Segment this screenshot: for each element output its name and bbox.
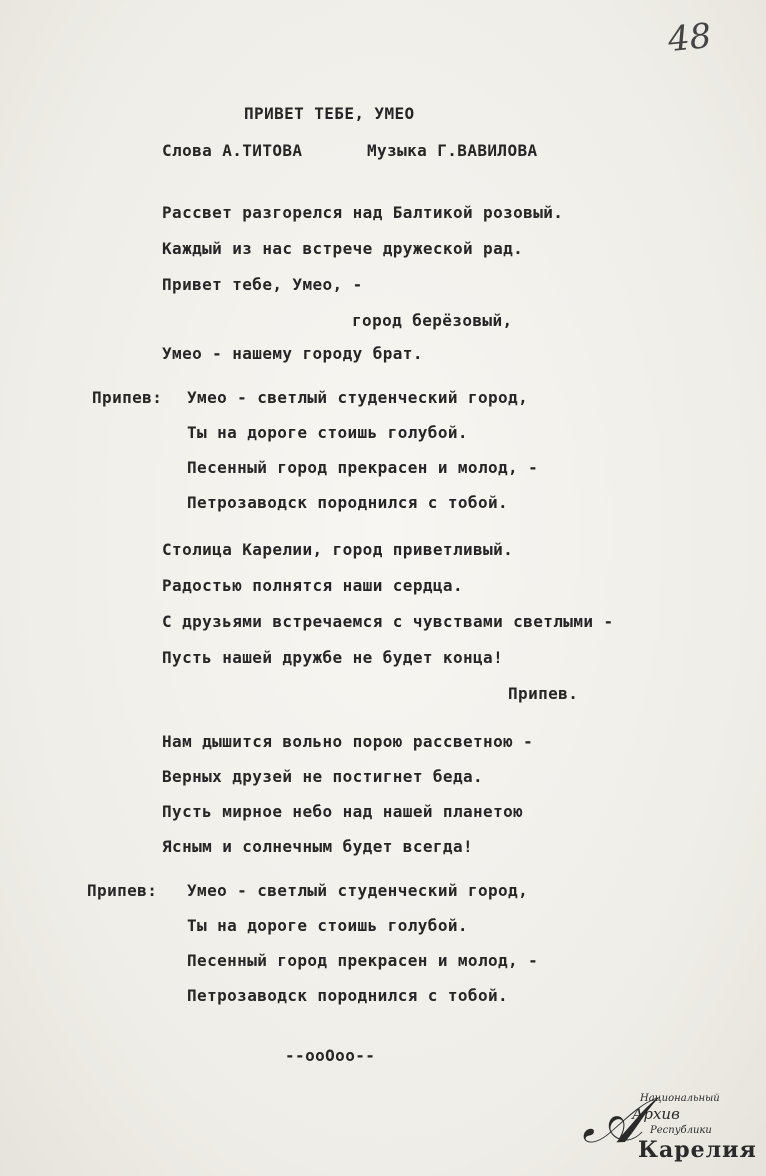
verse-line: город берёзовый, bbox=[352, 311, 513, 330]
verse-line: Умео - нашему городу брат. bbox=[162, 344, 423, 363]
verse-line: Верных друзей не постигнет беда. bbox=[162, 767, 484, 786]
chorus-label: Припев: bbox=[92, 388, 163, 407]
chorus-line: Петрозаводск породнился с тобой. bbox=[187, 493, 509, 512]
page-number: 48 bbox=[666, 15, 714, 61]
archive-logo bbox=[580, 1084, 757, 1167]
verse-line: С друзьями встречаемся с чувствами светлыми - bbox=[162, 612, 614, 631]
verse-line: Пусть нашей дружбе не будет конца! bbox=[162, 648, 504, 667]
chorus-line: Песенный город прекрасен и молод, - bbox=[187, 458, 539, 477]
verse-line: Ясным и солнечным будет всегда! bbox=[162, 837, 474, 856]
ending-mark: --ooOoo-- bbox=[285, 1046, 376, 1065]
archive-logo-letter-a: 𝒜 bbox=[582, 1084, 643, 1158]
chorus-label: Припев: bbox=[87, 881, 158, 900]
verse-line: Нам дышится вольно порою рассветною - bbox=[162, 732, 534, 751]
song-title: ПРИВЕТ ТЕБЕ, УМЕО bbox=[244, 104, 415, 123]
verse-line: Рассвет разгорелся над Балтикой розовый. bbox=[162, 203, 564, 222]
chorus-line: Ты на дороге стоишь голубой. bbox=[187, 916, 468, 935]
archive-logo-line4: Карелия bbox=[638, 1137, 757, 1163]
chorus-line: Песенный город прекрасен и молод, - bbox=[187, 951, 539, 970]
chorus-line: Петрозаводск породнился с тобой. bbox=[187, 986, 509, 1005]
verse-line: Привет тебе, Умео, - bbox=[162, 275, 363, 294]
chorus-line: Ты на дороге стоишь голубой. bbox=[187, 423, 468, 442]
verse-line: Радостью полнятся наши сердца. bbox=[162, 576, 463, 595]
archive-logo-line2: Архив bbox=[632, 1105, 680, 1123]
credits-words: Слова А.ТИТОВА bbox=[162, 141, 303, 160]
chorus-line: Умео - светлый студенческий город, bbox=[187, 881, 529, 900]
verse-line: Столица Карелии, город приветливый. bbox=[162, 540, 514, 559]
credits-music: Музыка Г.ВАВИЛОВА bbox=[367, 141, 538, 160]
archive-logo-line3: Республики bbox=[650, 1125, 712, 1136]
archive-logo-line1: Национальный bbox=[640, 1093, 720, 1104]
chorus-reference: Припев. bbox=[508, 684, 579, 703]
verse-line: Пусть мирное небо над нашей планетою bbox=[162, 802, 524, 821]
chorus-line: Умео - светлый студенческий город, bbox=[187, 388, 529, 407]
verse-line: Каждый из нас встрече дружеской рад. bbox=[162, 239, 524, 258]
